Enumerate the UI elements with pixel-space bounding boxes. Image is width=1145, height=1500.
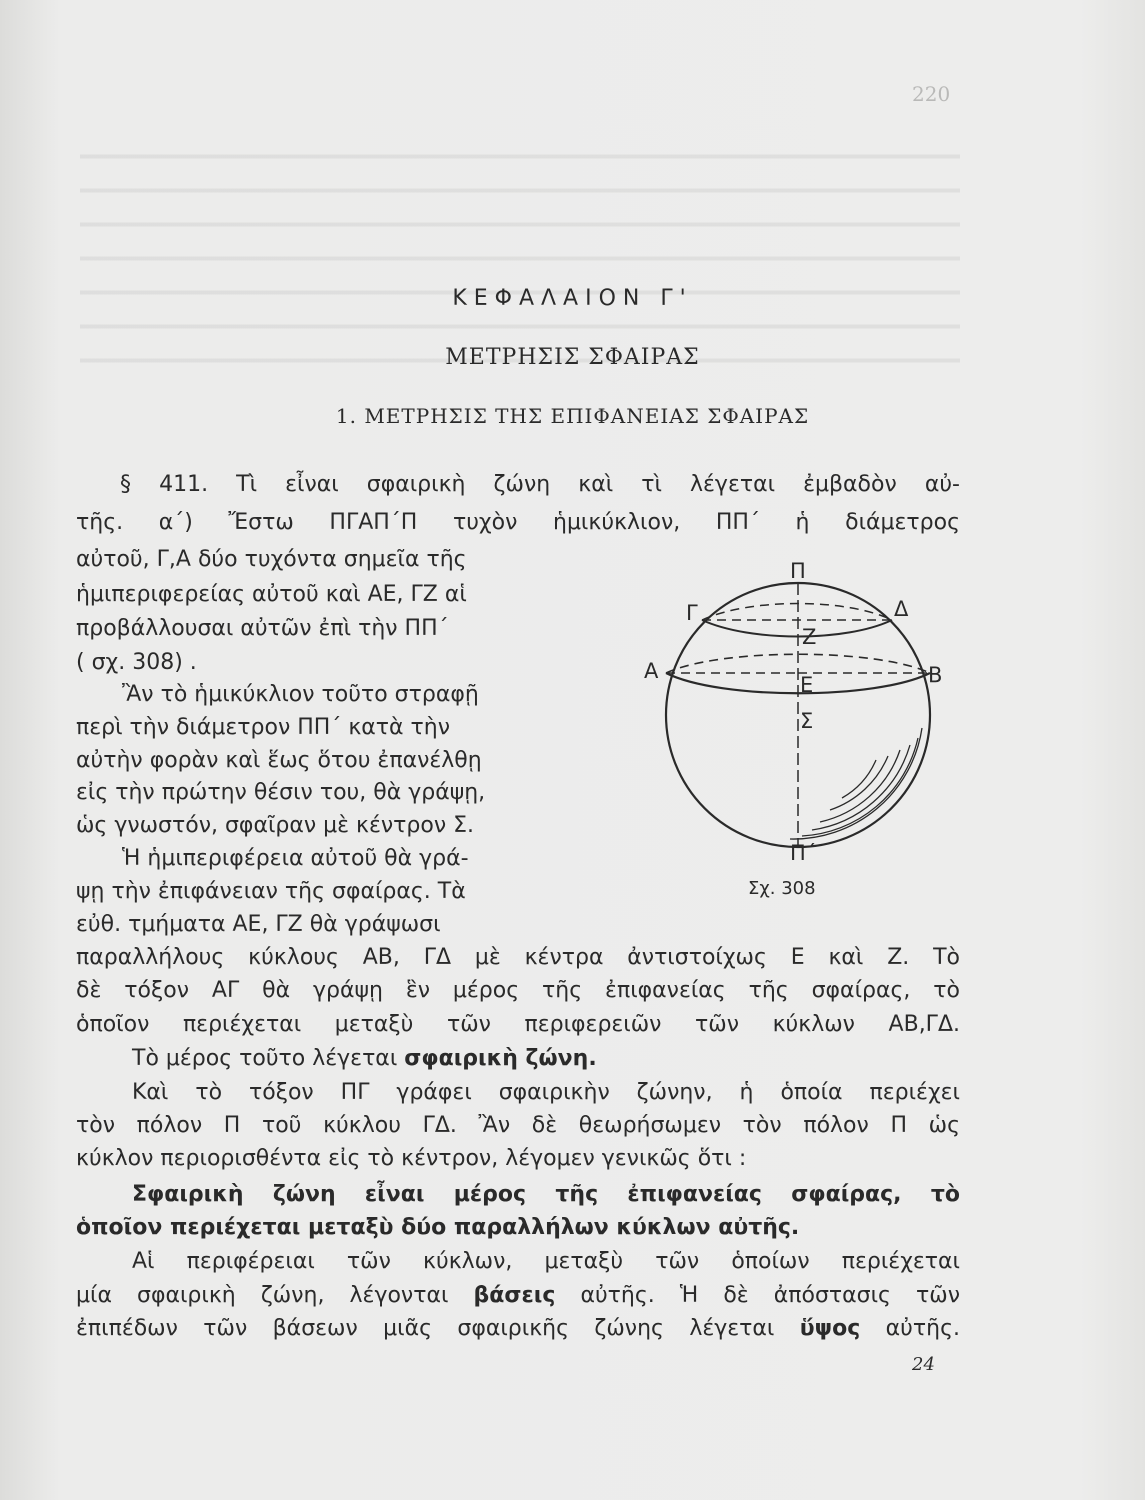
circle-GD-back — [702, 604, 892, 621]
body-line: ψῃ τὴν ἐπιφάνειαν τῆς σφαίρας. Τὰ — [76, 879, 466, 904]
body-line: περὶ τὴν διάμετρον ΠΠ΄ κατὰ τὴν — [76, 715, 451, 740]
body-line: ἡμιπεριφερείας αὐτοῦ καὶ ΑΕ, ΓΖ αἱ — [76, 582, 467, 607]
term-bases: βάσεις — [473, 1283, 556, 1308]
body-text: αὐτῆς. Ἡ δὲ ἀπόστασις τῶν — [555, 1283, 960, 1308]
chapter-heading: ΚΕΦΑΛΑΙΟΝ Γ' — [452, 286, 693, 311]
label-A: Α — [644, 659, 659, 683]
body-line — [76, 1314, 960, 1344]
body-line: τῆς. α΄) Ἔστω ΠΓΑΠ΄Π τυχὸν ἡμικύκλιον, ΠΠ΄ ἡ διάμετρος — [76, 510, 960, 535]
body-line — [76, 1281, 960, 1311]
body-line: παραλλήλους κύκλους ΑΒ, ΓΔ μὲ κέντρα ἀντιστοίχως Ε καὶ Ζ. Τὸ — [76, 945, 960, 970]
label-G: Γ — [686, 601, 698, 625]
body-text: Τὸ μέρος τοῦτο λέγεται — [132, 1046, 405, 1071]
body-line: προβάλλουσαι αὐτῶν ἐπὶ τὴν ΠΠ΄ — [76, 616, 449, 641]
definition-line: Σφαιρικὴ ζώνη εἶναι μέρος τῆς ἐπιφανείας σφαίρας, τὸ — [132, 1182, 960, 1207]
bleed-through-text — [80, 130, 960, 380]
section-heading: 1. ΜΕΤΡΗΣΙΣ ΤΗΣ ΕΠΙΦΑΝΕΙΑΣ ΣΦΑΙΡΑΣ — [335, 404, 810, 428]
body-line: Ἂν τὸ ἡμικύκλιον τοῦτο στραφῇ — [122, 682, 479, 707]
body-line: ὁποῖον περιέχεται μεταξὺ τῶν περιφερειῶν τῶν κύκλων ΑΒ,ΓΔ. — [76, 1012, 960, 1037]
label-S: Σ — [800, 709, 814, 733]
label-P-prime: Π΄ — [790, 841, 817, 860]
body-line: ( σχ. 308) . — [76, 650, 197, 675]
page-title: ΜΕΤΡΗΣΙΣ ΣΦΑΙΡΑΣ — [445, 345, 700, 370]
body-line: εἰς τὴν πρώτην θέσιν του, θὰ γράψῃ, — [76, 780, 486, 805]
body-line: εὐθ. τμήματα ΑΕ, ΓΖ θὰ γράψωσι — [76, 912, 441, 937]
body-text: αὐτῆς. — [860, 1316, 960, 1341]
corner-page-mark: 220 — [912, 82, 951, 106]
body-line: § 411. Τὶ εἶναι σφαιρικὴ ζώνη καὶ τὶ λέγεται ἐμβαδὸν αὐ- — [120, 472, 960, 497]
label-E: Ε — [800, 673, 814, 697]
body-line: ὡς γνωστόν, σφαῖραν μὲ κέντρον Σ. — [76, 813, 475, 838]
body-line: αὐτοῦ, Γ,Α δύο τυχόντα σημεῖα τῆς — [76, 547, 467, 572]
label-B: Β — [928, 663, 943, 687]
body-line — [132, 1044, 597, 1074]
label-Z: Z — [802, 625, 817, 649]
term-height: ὕψος — [799, 1316, 861, 1341]
circle-GD-front — [702, 620, 892, 637]
term-spherical-zone: σφαιρικὴ ζώνη. — [404, 1046, 597, 1071]
definition-line: ὁποῖον περιέχεται μεταξὺ δύο παραλλήλων κύκλων αὐτῆς. — [76, 1215, 800, 1240]
body-line: Καὶ τὸ τόξον ΠΓ γράφει σφαιρικὴν ζώνην, ἡ ὁποία περιέχει — [132, 1080, 960, 1105]
body-line: αὐτὴν φορὰν καὶ ἕως ὅτου ἐπανέλθῃ — [76, 748, 482, 773]
label-D: Δ — [894, 597, 909, 621]
body-line: τὸν πόλον Π τοῦ κύκλου ΓΔ. Ἂν δὲ θεωρήσωμεν τὸν πόλον Π ὡς — [76, 1113, 960, 1138]
sphere-zone-diagram-icon — [630, 560, 970, 860]
page-number: 24 — [912, 1354, 935, 1375]
body-line: Ἡ ἡμιπεριφέρεια αὐτοῦ θὰ γρά- — [122, 846, 469, 871]
figure-caption: Σχ. 308 — [748, 878, 816, 899]
body-line: κύκλον περιορισθέντα εἰς τὸ κέντρον, λέγομεν γενικῶς ὅτι : — [76, 1146, 747, 1171]
body-text: ἐπιπέδων τῶν βάσεων μιᾶς σφαιρικῆς ζώνης λέγεται — [76, 1316, 800, 1341]
label-P: Π — [790, 560, 806, 583]
body-text: μία σφαιρικὴ ζώνη, λέγονται — [76, 1283, 474, 1308]
body-line: δὲ τόξον ΑΓ θὰ γράψῃ ἓν μέρος τῆς ἐπιφανείας τῆς σφαίρας, τὸ — [76, 978, 960, 1003]
body-line: Αἱ περιφέρειαι τῶν κύκλων, μεταξὺ τῶν ὁποίων περιέχεται — [132, 1249, 960, 1274]
